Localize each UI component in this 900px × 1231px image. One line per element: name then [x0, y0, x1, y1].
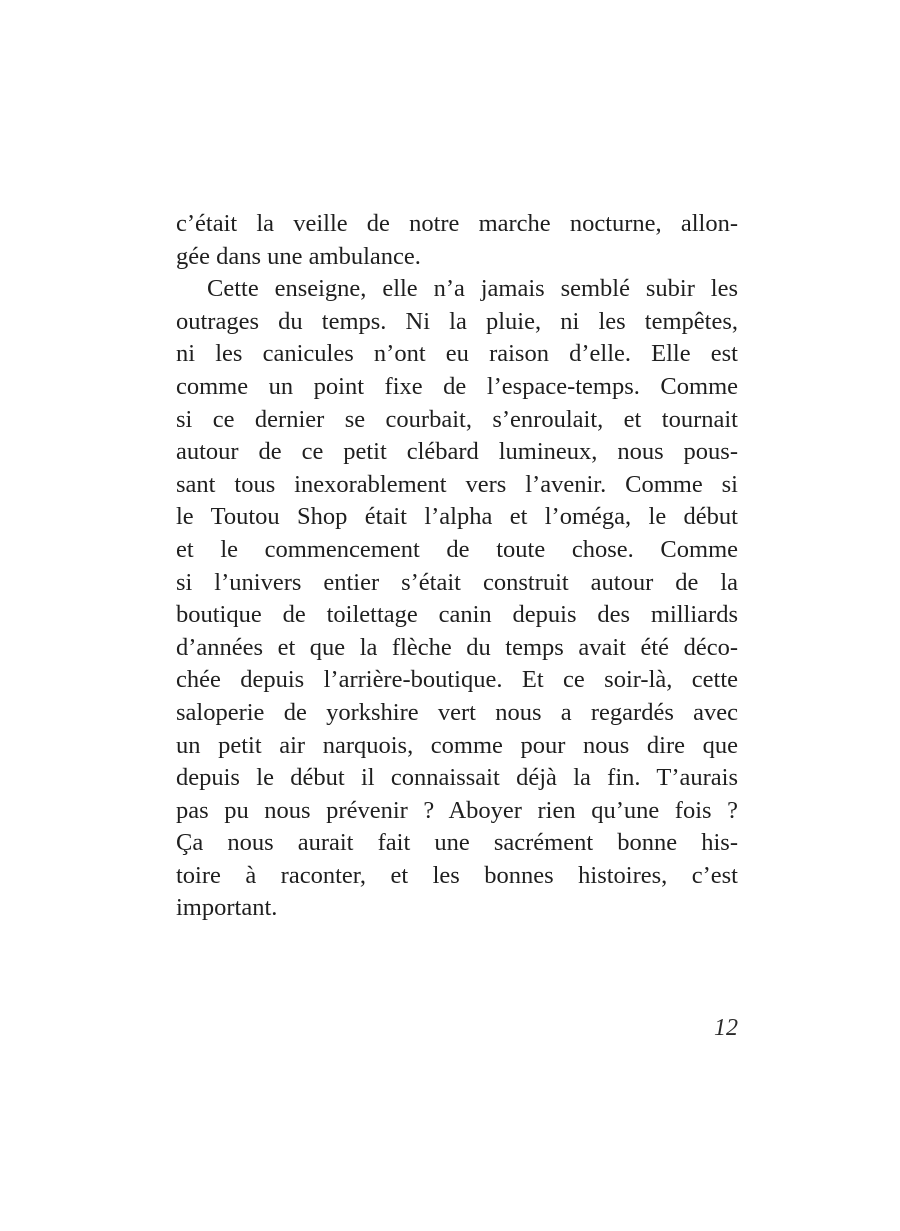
text-line: outrages du temps. Ni la pluie, ni les tempêtes,	[176, 307, 738, 335]
text-line: c’était la veille de notre marche nocturne, allon-	[176, 210, 738, 237]
text-line: si ce dernier se courbait, s’enroulait, et tournait	[176, 405, 738, 433]
text-line: comme un point fixe de l’espace-temps. Comme	[176, 372, 738, 400]
text-line: chée depuis l’arrière-boutique. Et ce soir-là, cette	[176, 666, 738, 694]
text-line: pas pu nous prévenir ? Aboyer rien qu’une fois ?	[176, 796, 738, 824]
text-line: saloperie de yorkshire vert nous a regardés avec	[176, 698, 738, 726]
text-line: toire à raconter, et les bonnes histoires, c’est	[176, 861, 738, 889]
text-line: Cette enseigne, elle n’a jamais semblé subir les	[207, 275, 738, 303]
text-line: gée dans une ambulance.	[176, 242, 421, 270]
text-line: un petit air narquois, comme pour nous dire que	[176, 731, 738, 759]
text-line: Ça nous aurait fait une sacrément bonne his-	[176, 829, 738, 857]
text-line: ni les canicules n’ont eu raison d’elle. Elle est	[176, 340, 738, 368]
text-line: d’années et que la flèche du temps avait été déco-	[176, 633, 738, 661]
text-line: sant tous inexorablement vers l’avenir. Comme si	[176, 470, 738, 498]
text-line: et le commencement de toute chose. Comme	[176, 535, 738, 563]
text-line: le Toutou Shop était l’alpha et l’oméga, le début	[176, 503, 738, 531]
body-text	[176, 208, 738, 925]
text-line: boutique de toilettage canin depuis des milliards	[176, 601, 738, 629]
text-line: autour de ce petit clébard lumineux, nous pous-	[176, 438, 738, 466]
page-number: 12	[714, 1015, 738, 1041]
text-line: depuis le début il connaissait déjà la fin. T’aurais	[176, 764, 738, 792]
text-line: si l’univers entier s’était construit autour de la	[176, 568, 738, 596]
text-line: important.	[176, 894, 278, 922]
